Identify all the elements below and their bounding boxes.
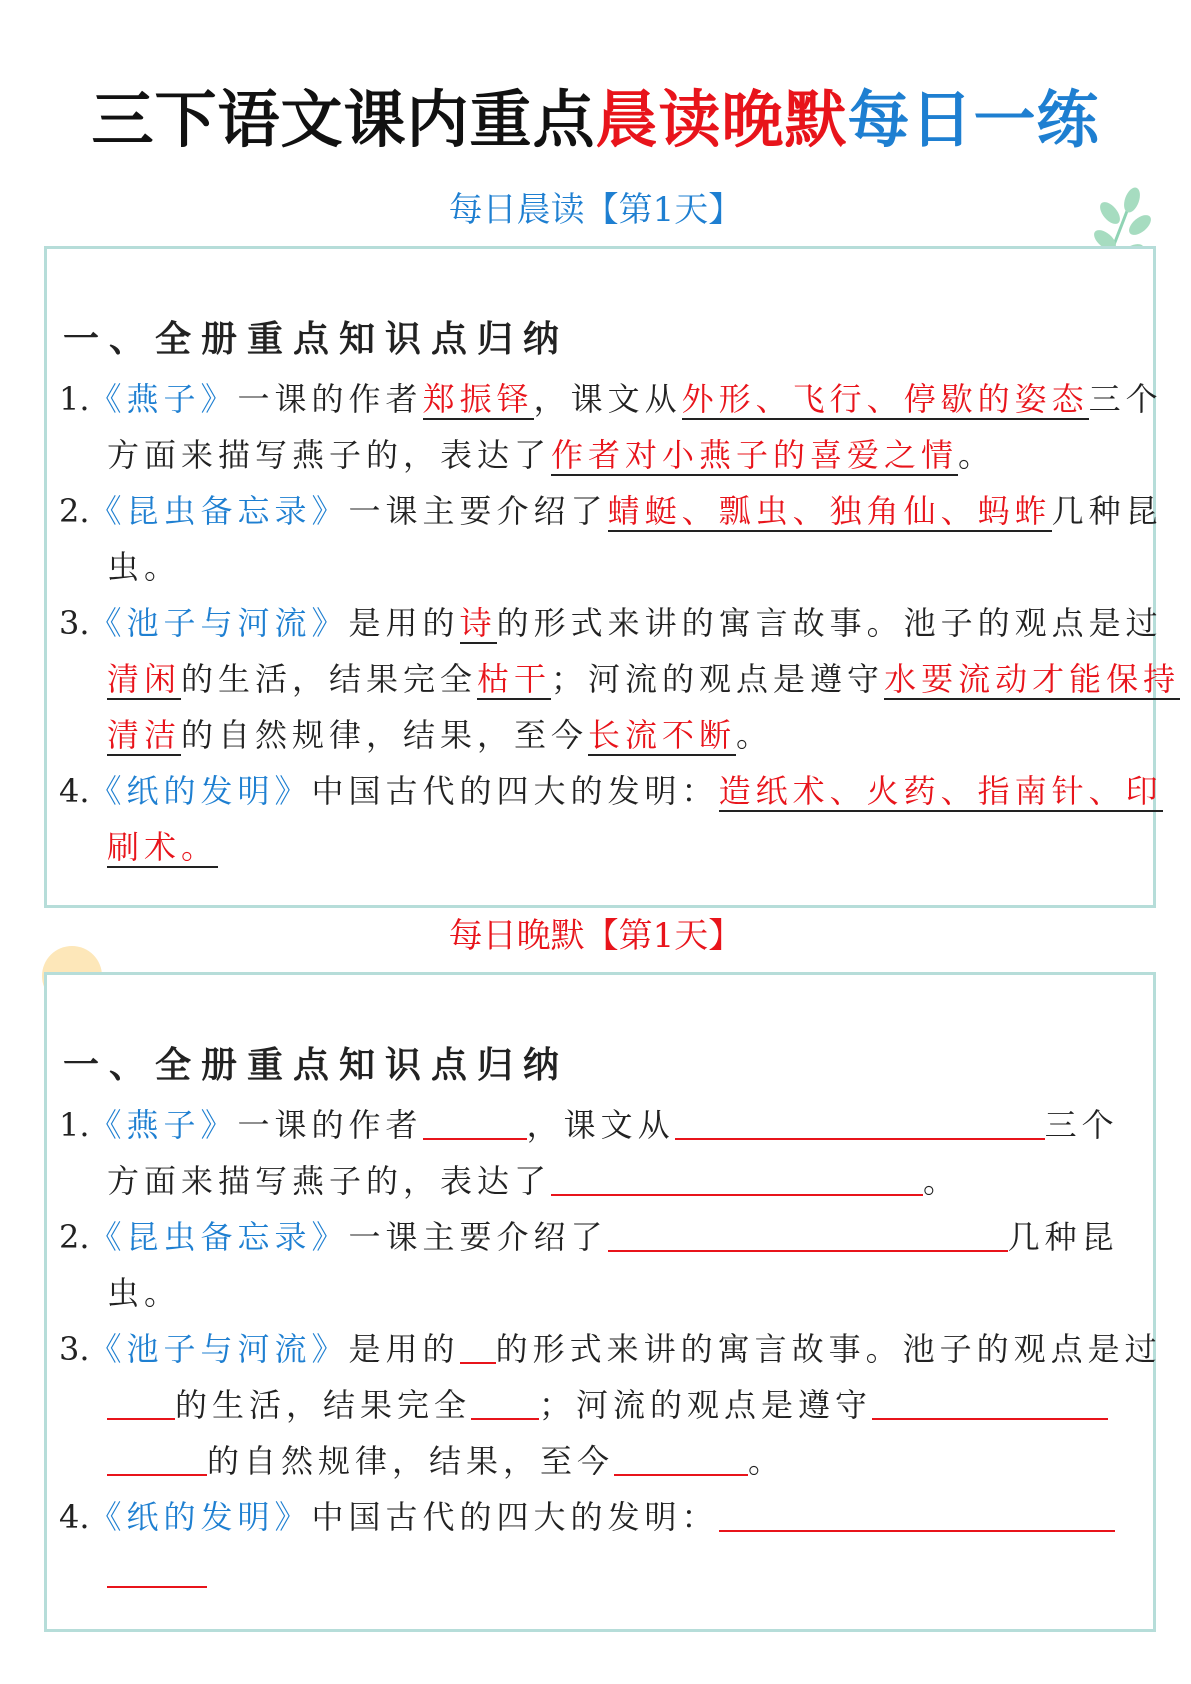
q-text: 的自然规律，结果，至今	[181, 716, 589, 754]
title-part-2: 晨读晚默	[595, 83, 848, 156]
title-part-1: 三下语文课内重点	[91, 83, 596, 156]
book-title: 《纸的发明》	[89, 1498, 312, 1536]
morning-q4-line1	[59, 763, 1163, 819]
evening-q3-line2	[59, 1377, 1139, 1433]
morning-q3-line1	[59, 595, 1163, 651]
q-text: 一课主要介绍了	[348, 1218, 608, 1256]
answer: 清闲	[107, 660, 182, 698]
q-text: 是用的	[348, 604, 460, 642]
morning-box	[44, 246, 1181, 908]
q-number: 2.	[59, 492, 90, 530]
q-text: 方面来描写燕子的，表达了	[107, 436, 552, 474]
answer-blank[interactable]	[107, 1550, 207, 1588]
q-text: 中国古代的四大的发明：	[311, 772, 719, 810]
book-title: 《池子与河流》	[89, 604, 349, 642]
answer: 诗	[459, 604, 497, 642]
q-text: 的生活，结果完全	[175, 1386, 472, 1424]
book-title: 《池子与河流》	[89, 1330, 349, 1368]
q-text: 。	[923, 1162, 961, 1200]
book-title: 《燕子》	[89, 380, 238, 418]
answer-blank[interactable]	[608, 1214, 1008, 1252]
q-text: 方面来描写燕子的，表达了	[107, 1162, 552, 1200]
q-text: 。	[958, 436, 996, 474]
evening-q3-line3	[59, 1433, 1139, 1489]
evening-q4-line2	[59, 1545, 1139, 1601]
morning-q2-line1	[59, 483, 1163, 539]
evening-q2-line2: 虫。	[107, 1274, 182, 1312]
book-title: 《纸的发明》	[89, 772, 312, 810]
answer: 蜻蜓、瓢虫、独角仙、蚂蚱	[607, 492, 1052, 530]
q-text: 几种昆	[1007, 1218, 1119, 1256]
evening-q4-line1	[59, 1489, 1139, 1545]
answer: 刷术。	[107, 828, 219, 866]
morning-q2-line2: 虫。	[107, 548, 182, 586]
morning-q3-line3	[59, 707, 1139, 763]
q-number: 3.	[59, 1330, 90, 1368]
q-text: 的生活，结果完全	[181, 660, 478, 698]
answer: 郑振铎	[422, 380, 534, 418]
morning-q1-line1	[59, 371, 1163, 427]
q-text: 的形式来讲的寓言故事。池子的观点是过	[495, 1330, 1162, 1368]
answer-blank[interactable]	[719, 1494, 1115, 1532]
q-number: 4.	[59, 1498, 90, 1536]
evening-box	[44, 972, 1162, 1632]
answer: 清洁	[107, 716, 182, 754]
q-text: 。	[748, 1442, 786, 1480]
answer-blank[interactable]	[675, 1102, 1045, 1140]
evening-q3-line1	[59, 1321, 1162, 1377]
q-text: 中国古代的四大的发明：	[311, 1498, 719, 1536]
answer: 作者对小燕子的喜爱之情	[551, 436, 959, 474]
page-title	[0, 70, 1191, 159]
answer-blank[interactable]	[107, 1438, 207, 1476]
q-text: ，课文从	[526, 1106, 675, 1144]
evening-q2-line1	[59, 1209, 1139, 1265]
q-text: 一课的作者	[237, 1106, 423, 1144]
q-number: 1.	[59, 380, 90, 418]
q-text: 的自然规律，结果，至今	[207, 1442, 615, 1480]
q-text: ，课文从	[533, 380, 682, 418]
evening-q1-line1	[59, 1097, 1139, 1153]
title-part-3: 每日一练	[847, 83, 1100, 156]
q-text: 三个	[1044, 1106, 1119, 1144]
q-number: 4.	[59, 772, 90, 810]
q-number: 2.	[59, 1218, 90, 1256]
answer-blank[interactable]	[551, 1158, 923, 1196]
answer-blank[interactable]	[872, 1382, 1108, 1420]
q-text: 一课的作者	[237, 380, 423, 418]
q-text: 是用的	[348, 1330, 460, 1368]
q-text: 一课主要介绍了	[348, 492, 608, 530]
answer: 枯干	[477, 660, 552, 698]
morning-q3-line2	[59, 651, 1181, 707]
answer-blank[interactable]	[460, 1326, 496, 1364]
answer: 造纸术、火药、指南针、印	[718, 772, 1163, 810]
answer-blank[interactable]	[614, 1438, 748, 1476]
evening-section-heading: 一、全册重点知识点归纳	[63, 1044, 570, 1086]
q-text: 几种昆	[1051, 492, 1163, 530]
answer-blank[interactable]	[107, 1382, 175, 1420]
q-text: 三个	[1088, 380, 1163, 418]
q-number: 3.	[59, 604, 90, 642]
morning-q4-line2	[59, 819, 1139, 875]
answer: 外形、飞行、停歇的姿态	[681, 380, 1089, 418]
morning-question-list	[59, 371, 1181, 875]
q-text: 。	[736, 716, 774, 754]
answer-blank[interactable]	[471, 1382, 539, 1420]
q-text: ；河流的观点是遵守	[539, 1386, 873, 1424]
book-title: 《燕子》	[89, 1106, 238, 1144]
book-title: 《昆虫备忘录》	[89, 492, 349, 530]
q-text: ；河流的观点是遵守	[551, 660, 885, 698]
answer: 水要流动才能保持	[884, 660, 1181, 698]
evening-header: 每日晚默【第1天】	[448, 916, 743, 956]
book-title: 《昆虫备忘录》	[89, 1218, 349, 1256]
q-number: 1.	[59, 1106, 90, 1144]
answer: 长流不断	[588, 716, 737, 754]
answer-blank[interactable]	[423, 1102, 527, 1140]
morning-section-heading: 一、全册重点知识点归纳	[63, 318, 570, 360]
morning-header: 每日晨读【第1天】	[448, 190, 743, 230]
evening-question-list	[59, 1097, 1162, 1601]
morning-q1-line2	[59, 427, 1139, 483]
q-text: 的形式来讲的寓言故事。池子的观点是过	[496, 604, 1163, 642]
evening-q1-line2	[59, 1153, 1139, 1209]
